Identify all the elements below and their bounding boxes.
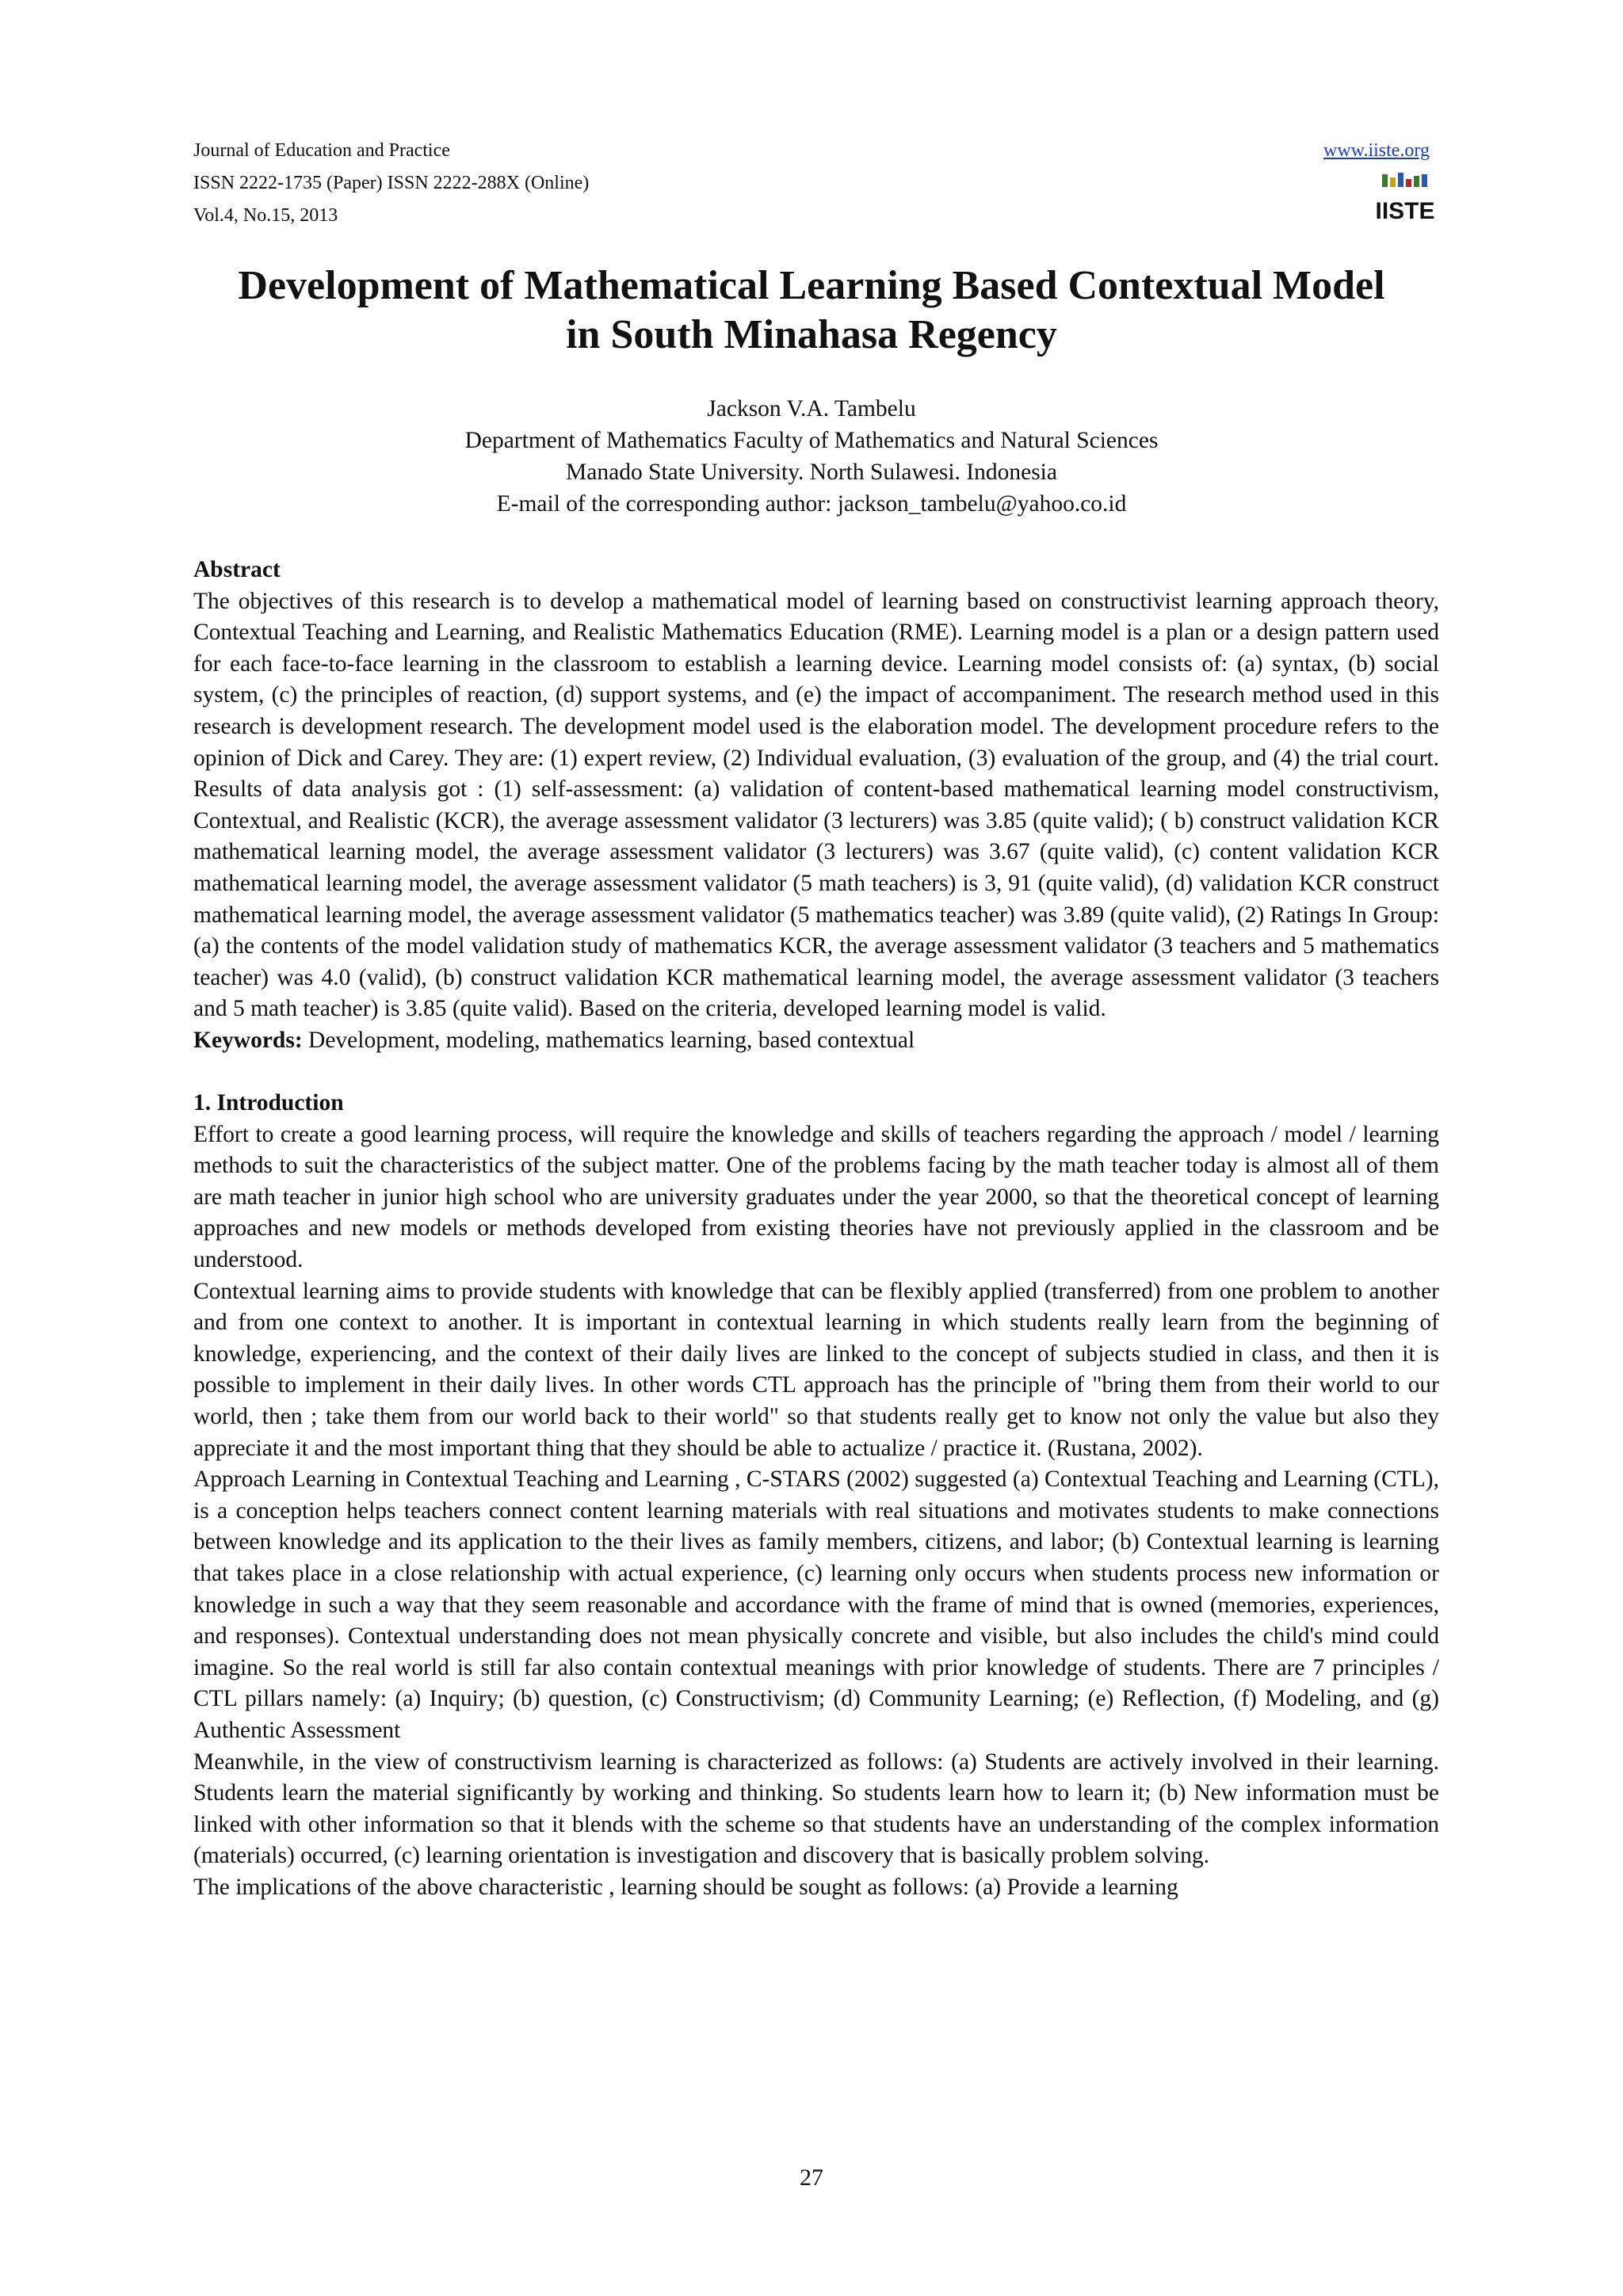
intro-paragraph: The implications of the above characteristic , learning should be sought as follows: (a) Provide a learning bbox=[193, 1874, 1178, 1900]
journal-header bbox=[193, 135, 1435, 232]
abstract-heading: Abstract bbox=[193, 557, 281, 582]
abstract-text: The objectives of this research is to develop a mathematical model of learning based on constructivist learning approach theory, Contextual Teaching and Learning, and Realistic Mathematics Education (RME). Learning model is a plan or a design pattern used for each face-to-face learning in the classroom to establish a learning device. Learning model consists of: (a) syntax, (b) social system, (c) the principles of reaction, (d) support systems, and (e) the impact of accompaniment. The research method used in this research is development research. The development model used is the elaboration model. The development procedure refers to the opinion of Dick and Carey. They are: (1) expert review, (2) Individual evaluation, (3) evaluation of the group, and (4) the trial court. Results of data analysis got : (1) self-assessment: (a) validation of content-based mathematical learning model constructivism, Contextual, and Realistic (KCR), the average assessment validator (3 lecturers) was 3.85 (quite valid); ( b) construct validation KCR mathematical learning model, the average assessment validator (3 lecturers) was 3.67 (quite valid), (c) content validation KCR mathematical learning model, the average assessment validator (5 math teachers) is 3, 91 (quite valid), (d) validation KCR construct mathematical learning model, the average assessment validator (5 mathematics teacher) was 3.89 (quite valid), (2) Ratings In Group: (a) the contents of the model validation study of mathematics KCR, the average assessment validator (3 teachers and 5 mathematics teacher) was 4.0 (valid), (b) construct validation KCR mathematical learning model, the average assessment validator (3 teachers and 5 math teacher) is 3.85 (quite valid). Based on the criteria, developed learning model is valid. bbox=[193, 588, 1439, 1022]
author-block bbox=[193, 393, 1430, 520]
author-department: Department of Mathematics Faculty of Mathematics and Natural Sciences bbox=[464, 428, 1159, 453]
author-email: E-mail of the corresponding author: jackson_tambelu@yahoo.co.id bbox=[496, 491, 1127, 517]
keywords-label: Keywords: bbox=[193, 1027, 303, 1053]
author-university: Manado State University. North Sulawesi. Indonesia bbox=[566, 460, 1057, 485]
svg-text:IISTE: IISTE bbox=[1375, 198, 1435, 224]
page-number: 27 bbox=[800, 2164, 823, 2191]
paper-body bbox=[193, 555, 1439, 1904]
paper-title bbox=[193, 261, 1430, 360]
title-line-2: in South Minahasa Regency bbox=[566, 312, 1057, 357]
intro-paragraph: Effort to create a good learning process, will require the knowledge and skills of teachers regarding the approach / model / learning methods to suit the characteristics of the subject matter. One of the problems facing by the math teacher today is almost all of them are math teacher in junior high school who are university graduates under the year 2000, so that the theoretical concept of learning approaches and new models or methods developed from existing theories have not previously applied in the classroom and be understood. bbox=[193, 1121, 1439, 1273]
introduction-heading: 1. Introduction bbox=[193, 1090, 344, 1116]
keywords-text: Development, modeling, mathematics learning, based contextual bbox=[302, 1027, 915, 1053]
keywords-line bbox=[193, 1025, 1439, 1057]
title-line-1: Development of Mathematical Learning Based Contextual Model bbox=[238, 263, 1385, 308]
journal-volume: Vol.4, No.15, 2013 bbox=[193, 205, 338, 226]
intro-paragraph: Contextual learning aims to provide students with knowledge that can be flexibly applied (transferred) from one problem to another and from one context to another. It is important in contextual learning in which students really learn from the beginning of knowledge, experiencing, and the context of their daily lives are linked to the concept of subjects studied in class, and then it is possible to implement in their daily lives. In other words CTL approach has the principle of "bring them from their world to our world, then ; take them from our world back to their world" so that students really get to know not only the value but also they appreciate it and the most important thing that they should be able to actualize / practice it. (Rustana, 2002). bbox=[193, 1278, 1439, 1461]
intro-paragraph: Approach Learning in Contextual Teaching and Learning , C-STARS (2002) suggested (a) Contextual Teaching and Learning (CTL), is a conception helps teachers connect content learning materials with real situations and motivates students to make connections between knowledge and its application to the their lives as family members, citizens, and labor; (b) Contextual learning is learning that takes place in a close relationship with actual experience, (c) learning only occurs when students process new information or knowledge in such a way that they seem reasonable and accordance with the frame of mind that is owned (memories, experiences, and responses). Contextual understanding does not mean physically concrete and visible, but also includes the child's mind could imagine. So the real world is still far also contain contextual meanings with prior knowledge of students. There are 7 principles / CTL pillars namely: (a) Inquiry; (b) question, (c) Constructivism; (d) Community Learning; (e) Reflection, (f) Modeling, and (g) Authentic Assessment bbox=[193, 1466, 1439, 1743]
intro-paragraph: Meanwhile, in the view of constructivism learning is characterized as follows: (a) Students are actively involved in their learning. Students learn the material significantly by working and thinking. So students learn how to learn it; (b) New information must be linked with other information so that it blends with the scheme so that students have an understanding of the complex information (materials) occurred, (c) learning orientation is investigation and discovery that is basically problem solving. bbox=[193, 1749, 1439, 1869]
journal-name: Journal of Education and Practice bbox=[193, 140, 450, 161]
journal-url-link[interactable]: www.iiste.org bbox=[1323, 140, 1430, 161]
iiste-logo-icon bbox=[1375, 171, 1435, 225]
author-name: Jackson V.A. Tambelu bbox=[707, 396, 916, 421]
journal-issn: ISSN 2222-1735 (Paper) ISSN 2222-288X (Online) bbox=[193, 173, 590, 193]
